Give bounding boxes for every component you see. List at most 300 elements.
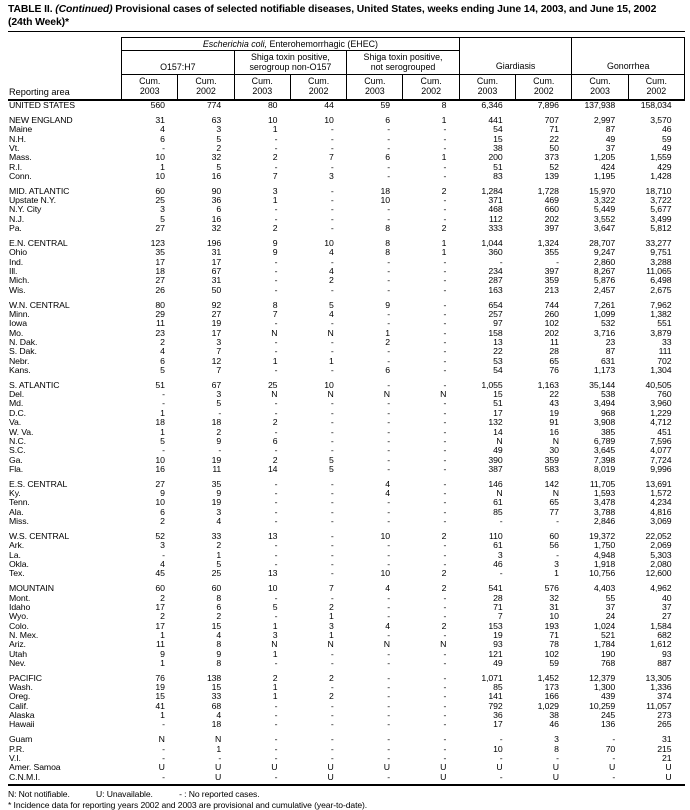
cell-value: - [274, 540, 278, 551]
cell-value: - [443, 488, 447, 499]
cell-value: - [387, 407, 390, 418]
cell-value: - [499, 516, 503, 527]
table-title [8, 4, 685, 29]
cell-value: 16 [211, 213, 222, 224]
cum-2003-header [122, 75, 178, 101]
cell-value: 7,596 [650, 435, 672, 446]
cell-value: 3 [272, 629, 278, 640]
cell-value: - [443, 710, 447, 721]
cell-value: 132 [488, 417, 503, 428]
cell-value: 5 [216, 133, 222, 144]
cell-value: - [387, 379, 390, 390]
cell-value: 2,675 [650, 284, 672, 295]
cell-value: 451 [657, 426, 672, 437]
table-row [8, 329, 685, 338]
cell-value: 141 [488, 691, 503, 702]
cell-value: N [383, 639, 390, 650]
cell-value: 3 [216, 336, 222, 347]
cell-value: 87 [605, 346, 616, 357]
row-label: N.Y. City [9, 204, 42, 215]
cell-value: 2 [385, 336, 390, 347]
table-row [8, 233, 685, 248]
cell-value: 30 [549, 445, 559, 456]
cell-value: 15 [211, 620, 222, 631]
cum-2002-header [628, 75, 684, 101]
cell-value: 190 [600, 648, 616, 659]
cell-value: - [330, 558, 334, 569]
cell-value: - [330, 734, 334, 745]
cell-value: 53 [493, 355, 503, 366]
cell-value: 93 [493, 639, 503, 650]
cell-value: 2 [441, 568, 447, 579]
cell-value: 4 [328, 247, 334, 258]
table-row [8, 498, 685, 507]
row-label: Ky. [9, 488, 21, 499]
cell-value: 2,846 [593, 516, 616, 527]
cell-value: 76 [155, 672, 165, 683]
row-label: Minn. [9, 308, 30, 319]
cell-value: 35 [211, 478, 222, 489]
row-label: S.C. [9, 445, 26, 456]
cell-value: 59 [549, 657, 559, 668]
cell-value: 11 [550, 336, 559, 347]
row-label: C.N.M.I. [8, 773, 122, 785]
cell-value: 541 [488, 583, 503, 594]
cell-value: 10 [380, 568, 390, 579]
cell-value: U [496, 762, 503, 773]
row-label: Nev. [9, 657, 26, 668]
cell-value: 8,267 [593, 266, 616, 276]
cell-value: - [387, 516, 390, 527]
table-row [8, 310, 685, 319]
cell-value: 1,584 [650, 620, 672, 631]
cell-value: - [162, 719, 165, 730]
cell-value: U [214, 762, 222, 773]
cell-value: - [330, 657, 334, 668]
cell-value: 359 [544, 275, 559, 286]
cell-value: 18,710 [645, 185, 672, 196]
cell-value: 11,057 [646, 700, 672, 711]
table-row [8, 375, 685, 390]
cell-value: - [443, 407, 447, 418]
row-label: W.S. CENTRAL [9, 530, 70, 541]
cell-value: 1,029 [537, 700, 559, 711]
cell-value: - [499, 256, 503, 267]
cell-value: 68 [211, 700, 222, 711]
cell-value: 760 [657, 389, 672, 400]
cell-value: 3 [216, 124, 222, 135]
cell-value: - [274, 611, 278, 622]
cell-value: U [178, 773, 234, 785]
cell-value: - [612, 734, 616, 745]
table-row [8, 319, 685, 328]
cell-value: 1 [328, 629, 334, 640]
row-label: Utah [9, 648, 27, 659]
cell-value: 4 [216, 516, 222, 527]
cell-value: 4,234 [650, 497, 672, 508]
cell-value: - [387, 213, 390, 224]
table-row [8, 409, 685, 418]
cell-value: - [443, 743, 447, 754]
cell-value: - [330, 682, 334, 693]
cell-value: 1,428 [650, 170, 672, 181]
cell-value: 50 [211, 284, 222, 295]
cell-value: - [330, 592, 334, 603]
cell-value: N [158, 734, 165, 745]
cell-value: 87 [605, 124, 616, 135]
cell-value: - [122, 773, 178, 785]
cell-value: N [271, 327, 278, 338]
cell-value: 6 [216, 601, 222, 612]
cell-value: - [387, 540, 390, 551]
cell-value: 1,750 [593, 540, 616, 551]
cell-value: - [387, 124, 390, 135]
cell-value: - [443, 336, 447, 347]
cell-value: - [443, 170, 447, 181]
cell-value: 631 [600, 355, 616, 366]
cell-value: 2 [272, 417, 278, 428]
cell-value: 60 [211, 583, 222, 594]
cell-value: - [387, 710, 390, 721]
cell-value: 521 [600, 629, 616, 640]
cell-value: 17 [155, 601, 165, 612]
cell-value: - [274, 284, 278, 295]
cell-value: - [330, 506, 334, 517]
cell-value: 4 [328, 266, 334, 276]
cell-value: - [330, 488, 334, 499]
cell-value: 1 [441, 237, 447, 248]
cell-value: 102 [544, 648, 559, 659]
cell-value: - [330, 346, 334, 357]
cell-value: 2 [160, 336, 165, 347]
cell-value: 1,024 [593, 620, 616, 631]
cell-value: 424 [600, 161, 616, 172]
cell-value: - [387, 611, 390, 622]
cell-value: - [330, 407, 334, 418]
cell-value: 3,322 [593, 195, 616, 206]
row-label: PACIFIC [9, 672, 42, 683]
cell-value: 1,336 [650, 682, 672, 693]
cell-value: 10 [324, 379, 334, 390]
cell-value: - [443, 463, 447, 474]
row-label: Ariz. [9, 639, 26, 650]
year-label: 2002 [533, 86, 554, 96]
table-row [8, 357, 685, 366]
cum-label: Cum. [251, 76, 273, 86]
cell-value: 576 [544, 583, 559, 594]
title-prefix: TABLE II. [8, 4, 56, 15]
cell-value: 46 [493, 558, 503, 569]
cell-value: 13,305 [645, 672, 672, 683]
cell-value: - [443, 346, 447, 357]
cell-value: 71 [549, 124, 559, 135]
cell-value: - [274, 204, 278, 215]
cell-value: 2 [272, 152, 278, 163]
cell-value: 2,860 [593, 256, 616, 267]
cell-value: 63 [211, 114, 222, 125]
cell-value: N [271, 639, 278, 650]
cell-value: 6 [160, 506, 165, 517]
cell-value: - [387, 256, 390, 267]
cell-value: 49 [493, 657, 503, 668]
cell-value: 7,896 [537, 100, 559, 110]
row-label: N.J. [9, 213, 25, 224]
cell-value: 7 [272, 308, 278, 319]
cell-value: 15,970 [589, 185, 616, 196]
row-label: Pa. [9, 223, 22, 234]
cell-value: 22,052 [645, 530, 672, 541]
cell-value: U [403, 773, 459, 785]
row-label: Ala. [9, 506, 24, 517]
disease-table [8, 37, 685, 786]
cell-value: 49 [493, 445, 503, 456]
cell-value: - [387, 753, 390, 763]
o157-header [122, 51, 235, 75]
cell-value: 2,080 [650, 558, 672, 569]
table-row [8, 125, 685, 134]
row-label: V.I. [9, 753, 21, 763]
cell-value: 1 [554, 568, 559, 579]
cell-value: 13 [493, 336, 503, 347]
reporting-area-header: Reporting area [8, 38, 122, 101]
header-row-groups [8, 38, 685, 51]
cell-value: - [387, 629, 390, 640]
row-label: Colo. [9, 620, 29, 631]
cell-value: - [443, 204, 447, 215]
cum-label: Cum. [420, 76, 442, 86]
table-row [8, 418, 685, 427]
cell-value: 23 [155, 327, 165, 338]
cell-value: 31 [155, 114, 165, 125]
cell-value: 792 [488, 700, 503, 711]
cell-value: 29 [155, 308, 165, 319]
cell-value: - [387, 682, 390, 693]
cell-value: U [383, 762, 390, 773]
cell-value: - [274, 213, 278, 224]
cum-label: Cum. [364, 76, 386, 86]
row-label: Mo. [9, 327, 24, 338]
cell-value: - [387, 743, 390, 754]
cell-value: - [274, 318, 278, 329]
cell-value: - [330, 398, 334, 409]
cell-value: - [330, 124, 334, 135]
cell-value: 19 [211, 318, 222, 329]
cell-value: 56 [549, 540, 559, 551]
cell-value: 10 [324, 114, 334, 125]
cell-value: N [214, 734, 222, 745]
cell-value: 7,261 [593, 299, 616, 310]
cell-value: - [443, 454, 447, 465]
cell-value: 61 [493, 540, 503, 551]
cell-value: - [330, 719, 334, 730]
cell-value: 1 [272, 124, 278, 135]
cell-value: - [274, 488, 278, 499]
cell-value: 1 [160, 629, 165, 640]
cell-value: - [274, 743, 278, 754]
cell-value: 12 [211, 355, 222, 366]
row-label: W.N. CENTRAL [9, 299, 70, 310]
cell-value: 3 [160, 540, 165, 551]
cell-value: 102 [544, 318, 559, 329]
cell-value: 2 [441, 583, 447, 594]
cell-value: N [440, 389, 447, 400]
cell-value: 10 [155, 170, 165, 181]
cell-value: 8 [554, 743, 559, 754]
cell-value: 10 [324, 237, 334, 248]
cell-value: 18 [211, 417, 222, 428]
cell-value: - [274, 336, 278, 347]
table-row [8, 366, 685, 375]
row-label: Wis. [9, 284, 26, 295]
cell-value: - [330, 435, 334, 446]
cell-value: 7 [216, 364, 222, 375]
cell-value: 146 [488, 478, 503, 489]
row-label: N. Mex. [9, 629, 39, 640]
cell-value: - [443, 275, 447, 286]
cell-value: 91 [549, 417, 559, 428]
table-row [8, 631, 685, 640]
cell-value: 1 [160, 426, 165, 437]
cell-value: 2 [272, 454, 278, 465]
cell-value: 10 [267, 583, 278, 594]
cell-value: 1 [441, 152, 447, 163]
cell-value: 7 [216, 346, 222, 357]
cum-2002-header [178, 75, 234, 101]
cell-value: 10 [549, 611, 559, 622]
cell-value: 10 [155, 497, 165, 508]
cell-value: - [274, 657, 278, 668]
cell-value: 6 [385, 114, 390, 125]
cell-value: 5,449 [593, 204, 616, 215]
cell-value: - [443, 256, 447, 267]
row-label: S. ATLANTIC [9, 379, 60, 390]
cell-value: 17 [155, 620, 165, 631]
cell-value: - [443, 516, 447, 527]
cell-value: 16 [549, 426, 559, 437]
cell-value: 4,948 [593, 549, 616, 560]
cell-value: 10,756 [589, 568, 616, 579]
cell-value: - [387, 308, 390, 319]
cell-value: 49 [662, 142, 672, 153]
cell-value: 60 [549, 530, 559, 541]
cell-value: 202 [544, 327, 559, 338]
cell-value: - [330, 426, 334, 437]
table-row [8, 569, 685, 578]
table-row [8, 560, 685, 569]
cell-value: 31 [549, 601, 559, 612]
cell-value: - [387, 266, 390, 276]
cell-value: 9 [272, 247, 278, 258]
cell-value: - [162, 753, 165, 763]
cum-label: Cum. [139, 76, 161, 86]
cell-value: 469 [544, 195, 559, 206]
cell-value: 7 [497, 611, 503, 622]
cell-value: - [274, 161, 278, 172]
cell-value: 4 [385, 583, 390, 594]
cell-value: - [330, 549, 334, 560]
cell-value: 7 [328, 152, 334, 163]
cell-value: - [387, 133, 390, 144]
legend-unavailable: U: Unavailable. [96, 789, 153, 800]
cell-value: 5 [216, 558, 222, 569]
cell-value: 193 [544, 620, 559, 631]
row-label: Oreg. [9, 691, 31, 702]
cell-value: 2,069 [650, 540, 672, 551]
row-label: Amer. Samoa [9, 762, 61, 773]
cell-value: - [330, 417, 334, 428]
cell-value: 468 [488, 204, 503, 215]
cell-value: 32 [211, 152, 222, 163]
cell-value: 10 [155, 152, 165, 163]
row-label: Nebr. [9, 355, 30, 366]
cell-value: - [443, 445, 447, 456]
cum-2003-header [347, 75, 403, 101]
table-row [8, 181, 685, 196]
cell-value: 1 [441, 114, 447, 125]
cell-value: 15 [211, 682, 222, 693]
cell-value: 40,505 [645, 379, 672, 390]
table-row [8, 640, 685, 649]
cell-value: N [271, 389, 278, 400]
cell-value: 50 [549, 142, 559, 153]
cell-value: - [330, 568, 334, 579]
table-row [8, 603, 685, 612]
cell-value: 19 [155, 682, 165, 693]
cell-value: 4 [216, 710, 222, 721]
cell-value: 2 [216, 426, 222, 437]
cell-value: 5 [328, 299, 334, 310]
cell-value: - [330, 445, 334, 456]
cell-value: 1,324 [537, 237, 559, 248]
cell-value: - [387, 417, 390, 428]
cell-value: U [327, 762, 334, 773]
cell-value: 374 [657, 691, 672, 702]
cell-value: 744 [544, 299, 559, 310]
cell-value: - [162, 398, 165, 409]
cell-value: 9,996 [650, 463, 672, 474]
table-row [8, 692, 685, 701]
year-label: 2003 [139, 86, 160, 96]
table-row [8, 754, 685, 763]
cell-value: 7 [272, 170, 278, 181]
cell-value: 2,457 [593, 284, 616, 295]
cell-value: 9 [160, 648, 165, 659]
cell-value: - [162, 549, 165, 560]
cell-value: 31 [211, 275, 222, 286]
ehec-rest-label: Enterohemorrhagic (EHEC) [267, 39, 378, 49]
cell-value: 774 [206, 100, 222, 110]
cell-value: 1 [272, 620, 278, 631]
cell-value: - [612, 753, 616, 763]
cell-value: - [443, 540, 447, 551]
cell-value: 153 [488, 620, 503, 631]
cell-value: 439 [600, 691, 616, 702]
cell-value: - [556, 549, 559, 560]
table-row [8, 683, 685, 692]
cell-value: 1 [272, 355, 278, 366]
cell-value: - [330, 753, 334, 763]
cell-value: 33 [211, 530, 222, 541]
cell-value: 110 [489, 530, 503, 541]
cell-value: 9 [216, 435, 222, 446]
cell-value: 3 [554, 558, 559, 569]
cell-value: - [443, 497, 447, 508]
cell-value: 2 [441, 620, 447, 631]
cell-value: 49 [605, 133, 616, 144]
cell-value: - [274, 516, 278, 527]
cell-value: 17 [211, 327, 222, 338]
cell-value: 8 [385, 247, 390, 258]
